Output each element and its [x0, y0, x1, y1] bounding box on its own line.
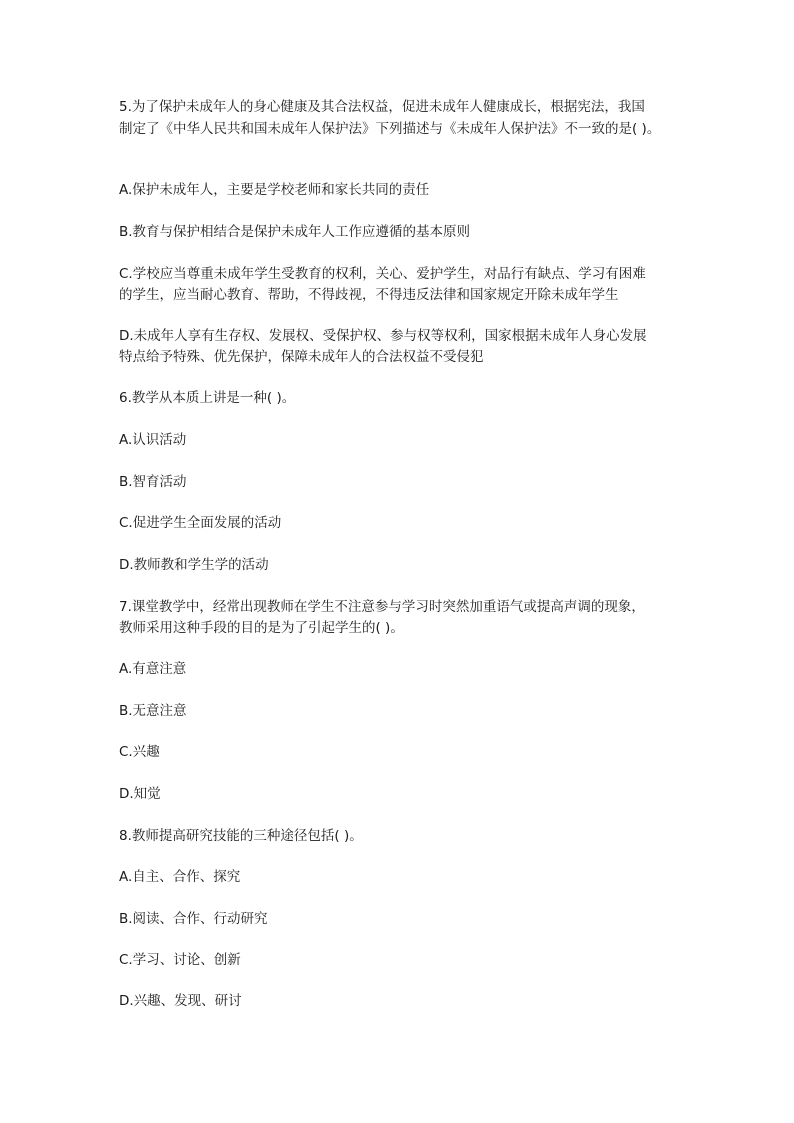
question-8-option-d: D.兴趣、发现、研讨 — [119, 993, 242, 1009]
question-7-stem-line-2: 教师采用这种手段的目的是为了引起学生的( )。 — [119, 620, 404, 636]
question-8-option-b: B.阅读、合作、行动研究 — [119, 911, 268, 927]
question-6-stem: 6.教学从本质上讲是一种( )。 — [119, 390, 296, 406]
question-6-option-b: B.智育活动 — [119, 474, 187, 490]
question-5-stem-line-2: 制定了《中华人民共和国未成年人保护法》下列描述与《未成年人保护法》不一致的是( )。 — [119, 121, 661, 137]
question-7-stem-line-1: 7.课堂教学中，经常出现教师在学生不注意参与学习时突然加重语气或提高声调的现象， — [119, 599, 645, 615]
question-7-option-c: C.兴趣 — [119, 744, 160, 760]
question-5-option-c-line-1: C.学校应当尊重未成年学生受教育的权利，关心、爱护学生，对品行有缺点、学习有困难 — [119, 266, 646, 282]
question-7-option-b: B.无意注意 — [119, 703, 187, 719]
question-5-stem-line-1: 5.为了保护未成年人的身心健康及其合法权益，促进未成年人健康成长，根据宪法，我国 — [119, 99, 645, 115]
question-7-option-d: D.知觉 — [119, 786, 161, 802]
question-5-option-d-line-2: 特点给予特殊、优先保护，保障未成年人的合法权益不受侵犯 — [119, 349, 484, 365]
question-5-option-a: A.保护未成年人，主要是学校老师和家长共同的责任 — [119, 182, 430, 198]
question-8-option-a: A.自主、合作、探究 — [119, 869, 241, 885]
question-8-stem: 8.教师提高研究技能的三种途径包括( )。 — [119, 828, 363, 844]
question-6-option-d: D.教师教和学生学的活动 — [119, 557, 269, 573]
question-7-option-a: A.有意注意 — [119, 661, 187, 677]
question-6-option-a: A.认识活动 — [119, 432, 187, 448]
question-5-option-c-line-2: 的学生，应当耐心教育、帮助，不得歧视，不得违反法律和国家规定开除未成年学生 — [119, 287, 619, 303]
question-8-option-c: C.学习、讨论、创新 — [119, 952, 241, 968]
question-5-option-b: B.教育与保护相结合是保护未成年人工作应遵循的基本原则 — [119, 224, 471, 240]
question-5-option-d-line-1: D.未成年人享有生存权、发展权、受保护权、参与权等权利，国家根据未成年人身心发展 — [119, 328, 647, 344]
question-6-option-c: C.促进学生全面发展的活动 — [119, 515, 282, 531]
